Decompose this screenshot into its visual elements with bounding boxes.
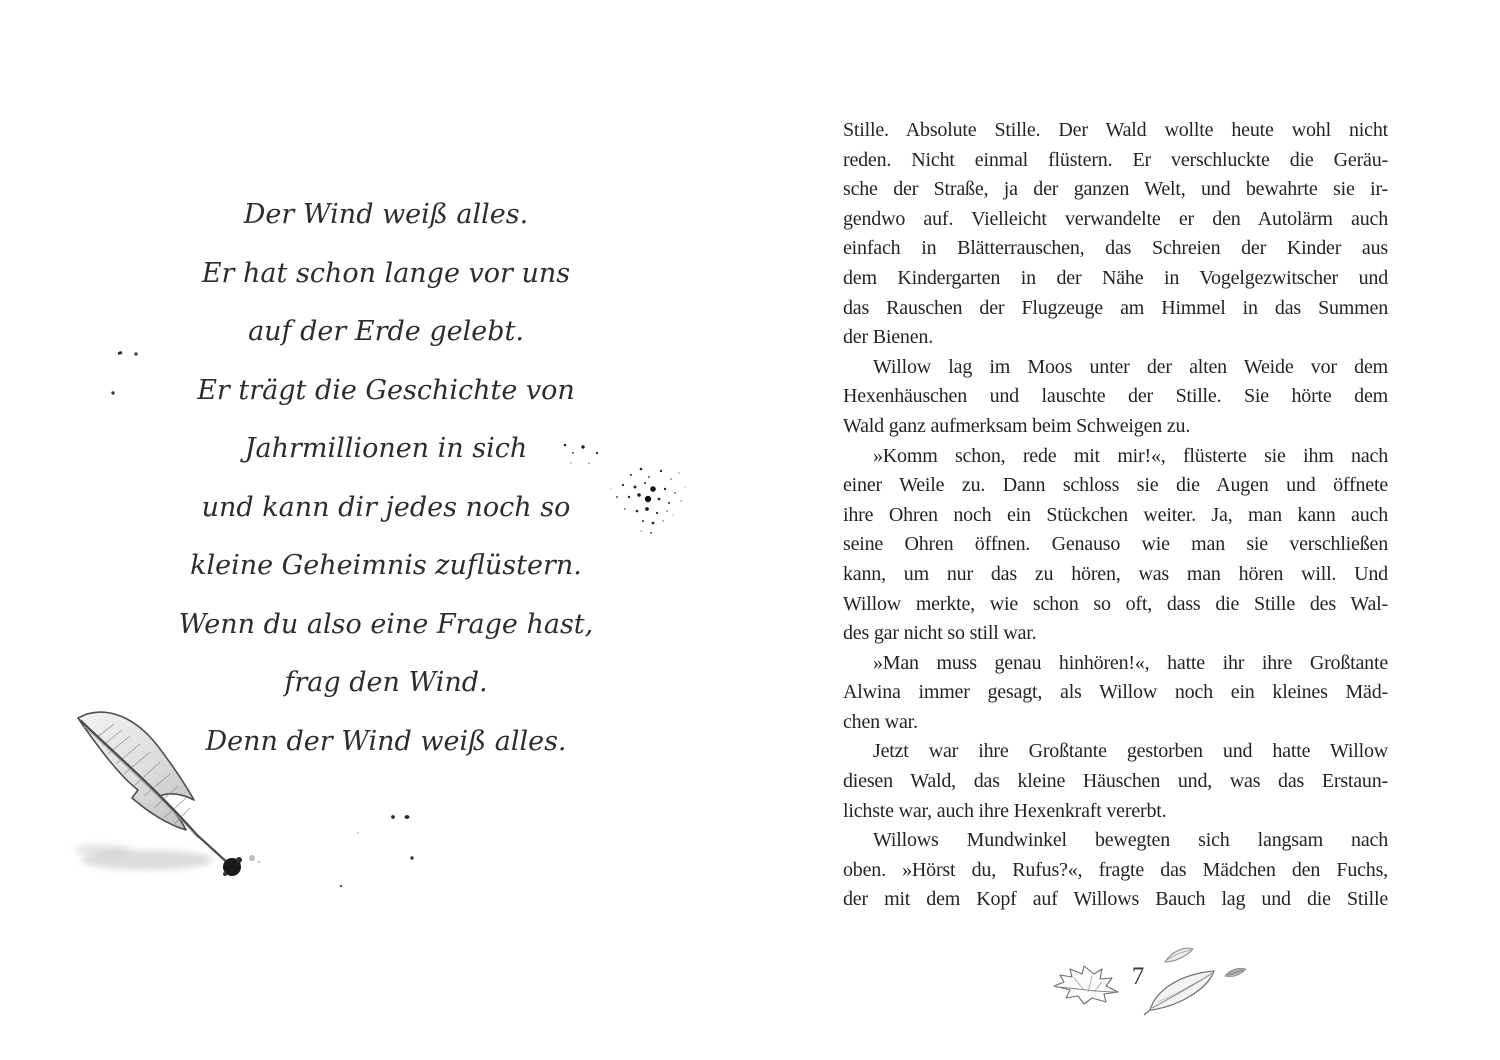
- text-line: dem Kindergarten in der Nähe in Vogelgezwitscher und: [843, 266, 1388, 289]
- paragraph: [843, 826, 1388, 915]
- text-line: Jetzt war ihre Großtante gestorben und hatte Willow: [873, 740, 1388, 763]
- text-line: Hexenhäuschen und lauschte der Stille. Sie hörte dem: [843, 385, 1388, 408]
- text-line: gendwo auf. Vielleicht verwandelte er den Autolärm auch: [843, 207, 1388, 230]
- poem-line: Er hat schon lange vor uns: [201, 257, 571, 289]
- right-page: [750, 0, 1500, 1060]
- paragraph: [843, 116, 1388, 353]
- poem-line: kleine Geheimnis zuflüstern.: [190, 550, 582, 581]
- small-dark-leaf-icon: [1225, 968, 1246, 976]
- text-line: einfach in Blätterrauschen, das Schreien der Kinder aus: [843, 237, 1388, 260]
- poem-line: auf der Erde gelebt.: [248, 316, 524, 347]
- text-line: einer Weile zu. Dann schloss sie die Augen und öffnete: [843, 474, 1388, 497]
- text-line: seine Ohren öffnen. Genauso wie man sie verschließen: [843, 533, 1388, 556]
- text-line: lichste war, auch ihre Hexenkraft vererbt.: [843, 799, 1167, 822]
- poem-line: Der Wind weiß alles.: [243, 199, 529, 230]
- paragraph: [843, 737, 1388, 826]
- text-line: Wald ganz aufmerksam beim Schweigen zu.: [843, 414, 1191, 437]
- text-line: Willow merkte, wie schon so oft, dass die Stille des Wal-: [843, 592, 1388, 615]
- crescent-leaf-icon: [1165, 948, 1193, 962]
- text-line: sche der Straße, ja der ganzen Welt, und bewahrte sie ir-: [843, 178, 1388, 201]
- text-line: diesen Wald, das kleine Häuschen und, was das Erstaun-: [843, 770, 1388, 793]
- text-line: der Bienen.: [843, 326, 933, 349]
- text-line: Alwina immer gesagt, als Willow noch ein kleines Mäd-: [843, 681, 1388, 704]
- text-line: der mit dem Kopf auf Willows Bauch lag und die Stille: [843, 888, 1388, 911]
- paragraph: [843, 649, 1388, 738]
- text-line: des gar nicht so still war.: [843, 622, 1037, 645]
- poem-line: Denn der Wind weiß alles.: [205, 725, 567, 757]
- feather-quill-icon: [62, 700, 272, 885]
- poem: [170, 186, 602, 771]
- leaf-illustrations-icon: [1040, 942, 1270, 1020]
- text-line: oben. »Hörst du, Rufus?«, fragte das Mädchen den Fuchs,: [843, 858, 1388, 881]
- text-line: Willow lag im Moos unter der alten Weide vor dem: [873, 355, 1388, 378]
- poem-line: Er trägt die Geschichte von: [197, 374, 575, 406]
- text-line: kann, um nur das zu hören, was man hören will. Und: [843, 562, 1388, 585]
- poem-line: frag den Wind.: [284, 667, 488, 698]
- text-line: das Rauschen der Flugzeuge am Himmel in das Summen: [843, 296, 1388, 319]
- text-line: »Komm schon, rede mit mir!«, flüsterte sie ihm nach: [873, 444, 1388, 467]
- page-number: 7: [1131, 963, 1145, 990]
- story-text: [843, 116, 1388, 915]
- ink-splatter-icon: [553, 423, 708, 548]
- poem-line: Wenn du also eine Frage hast,: [178, 608, 594, 640]
- ink-speckles-icon: [103, 343, 148, 403]
- paragraph: [843, 442, 1388, 649]
- ink-speckles-icon: [328, 803, 423, 898]
- paragraph: [843, 353, 1388, 442]
- text-line: chen war.: [843, 710, 918, 733]
- poem-line: und kann dir jedes noch so: [201, 491, 571, 523]
- text-line: ihre Ohren noch ein Stückchen weiter. Ja, man kann auch: [843, 503, 1388, 526]
- text-line: reden. Nicht einmal flüstern. Er verschluckte die Geräu-: [843, 148, 1388, 171]
- poem-line: Jahrmillionen in sich: [244, 433, 528, 464]
- text-line: Willows Mundwinkel bewegten sich langsam nach: [873, 829, 1388, 852]
- elongated-leaf-icon: [1144, 971, 1214, 1015]
- autumn-leaf-icon: [1054, 966, 1118, 1004]
- text-line: Stille. Absolute Stille. Der Wald wollte heute wohl nicht: [843, 119, 1388, 141]
- text-line: »Man muss genau hinhören!«, hatte ihr ihre Großtante: [873, 651, 1388, 674]
